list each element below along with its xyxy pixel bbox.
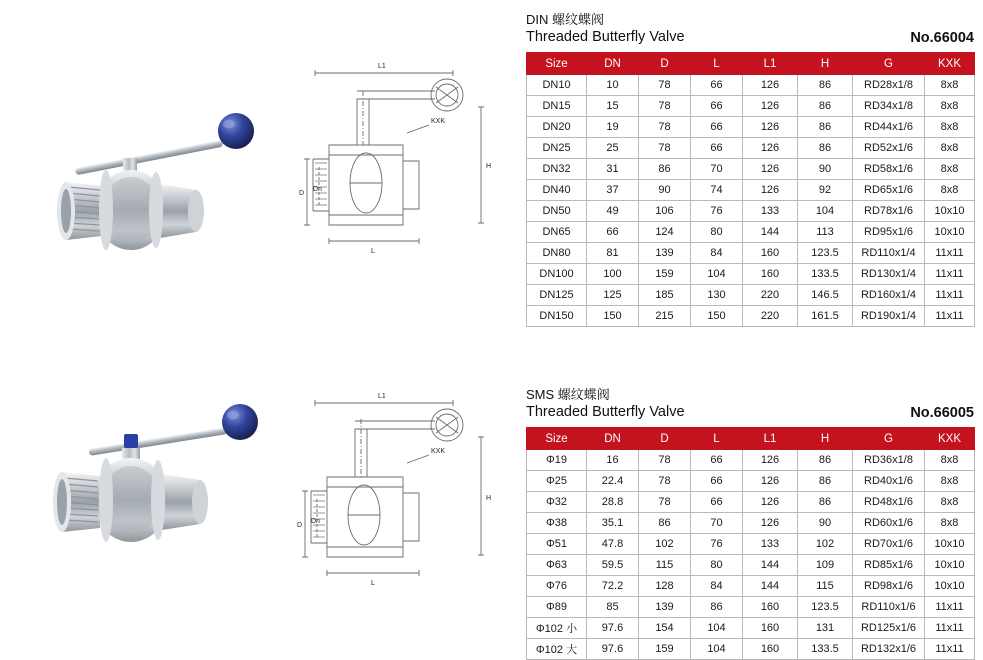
table-cell: 22.4 <box>587 471 639 492</box>
table-cell: 86 <box>798 492 853 513</box>
table-cell: Φ51 <box>527 534 587 555</box>
table-cell: 37 <box>587 180 639 201</box>
table-cell: 78 <box>639 75 691 96</box>
table-row <box>527 159 975 180</box>
table-cell: 66 <box>691 492 743 513</box>
sms-spec-table <box>526 427 975 660</box>
table-cell: 126 <box>743 513 798 534</box>
table-cell: 86 <box>691 597 743 618</box>
table-cell: Φ38 <box>527 513 587 534</box>
table-cell: 124 <box>639 222 691 243</box>
table-cell: 8x8 <box>925 471 975 492</box>
table-row <box>527 117 975 138</box>
table-cell: 100 <box>587 264 639 285</box>
table-row <box>527 597 975 618</box>
table-cell: 10x10 <box>925 576 975 597</box>
table-cell: 123.5 <box>798 243 853 264</box>
table-cell: 8x8 <box>925 180 975 201</box>
sms-title-cn: SMS 螺纹蝶阀 <box>526 387 610 402</box>
sms-label-d: D <box>297 522 303 529</box>
table-cell: Φ25 <box>527 471 587 492</box>
table-cell: RD110x1/4 <box>853 243 925 264</box>
table-cell: 78 <box>639 450 691 471</box>
din-label-h: H <box>486 163 492 170</box>
column-header-dn: DN <box>587 53 639 75</box>
section-sms <box>0 315 983 656</box>
table-cell: RD65x1/6 <box>853 180 925 201</box>
table-cell: 10 <box>587 75 639 96</box>
din-label-d: D <box>299 190 305 197</box>
table-cell: 10x10 <box>925 222 975 243</box>
table-cell: RD70x1/6 <box>853 534 925 555</box>
table-cell: 28.8 <box>587 492 639 513</box>
table-cell: 133 <box>743 534 798 555</box>
column-header-dn: DN <box>587 428 639 450</box>
table-cell: 86 <box>798 138 853 159</box>
table-cell: 185 <box>639 285 691 306</box>
sms-technical-drawing <box>295 385 500 595</box>
table-cell: 11x11 <box>925 597 975 618</box>
table-cell: RD190x1/4 <box>853 306 925 327</box>
table-cell: 220 <box>743 306 798 327</box>
table-cell: 215 <box>639 306 691 327</box>
table-cell: RD160x1/4 <box>853 285 925 306</box>
table-cell: RD110x1/6 <box>853 597 925 618</box>
table-cell: RD130x1/4 <box>853 264 925 285</box>
table-cell: 144 <box>743 222 798 243</box>
table-cell: 8x8 <box>925 450 975 471</box>
din-label-dn: Dn <box>313 186 322 193</box>
table-cell: 160 <box>743 243 798 264</box>
table-cell: 160 <box>743 264 798 285</box>
table-cell: RD34x1/8 <box>853 96 925 117</box>
table-cell: DN15 <box>527 96 587 117</box>
table-cell: 66 <box>587 222 639 243</box>
table-cell: DN65 <box>527 222 587 243</box>
table-cell: 125 <box>587 285 639 306</box>
table-cell: DN50 <box>527 201 587 222</box>
din-table-header-row <box>527 53 975 75</box>
table-row <box>527 471 975 492</box>
table-cell: 80 <box>691 222 743 243</box>
table-cell: 78 <box>639 492 691 513</box>
table-cell: 86 <box>798 75 853 96</box>
sms-label-h: H <box>486 495 492 502</box>
table-row <box>527 285 975 306</box>
table-cell: 78 <box>639 471 691 492</box>
table-cell: 66 <box>691 450 743 471</box>
table-cell: 76 <box>691 201 743 222</box>
table-cell: DN150 <box>527 306 587 327</box>
table-cell: 84 <box>691 576 743 597</box>
table-row <box>527 243 975 264</box>
table-cell: RD28x1/8 <box>853 75 925 96</box>
table-cell: DN125 <box>527 285 587 306</box>
table-cell: 8x8 <box>925 75 975 96</box>
table-cell: 11x11 <box>925 306 975 327</box>
table-row <box>527 96 975 117</box>
table-cell: 90 <box>798 159 853 180</box>
table-cell: 66 <box>691 471 743 492</box>
table-cell: 86 <box>798 471 853 492</box>
table-cell: 80 <box>691 555 743 576</box>
table-cell: 10x10 <box>925 555 975 576</box>
table-cell: 8x8 <box>925 117 975 138</box>
table-cell: RD95x1/6 <box>853 222 925 243</box>
table-cell: DN100 <box>527 264 587 285</box>
table-cell: 109 <box>798 555 853 576</box>
table-cell: 8x8 <box>925 513 975 534</box>
table-cell: 131 <box>798 618 853 639</box>
table-cell: 49 <box>587 201 639 222</box>
column-header-size: Size <box>527 53 587 75</box>
table-row <box>527 534 975 555</box>
table-cell: 8x8 <box>925 492 975 513</box>
table-cell: DN25 <box>527 138 587 159</box>
table-cell: 11x11 <box>925 243 975 264</box>
table-cell: 11x11 <box>925 285 975 306</box>
column-header-kxk: KXK <box>925 428 975 450</box>
table-cell: RD52x1/6 <box>853 138 925 159</box>
table-cell: RD60x1/6 <box>853 513 925 534</box>
table-cell: 126 <box>743 180 798 201</box>
table-cell: 159 <box>639 639 691 660</box>
table-cell: 86 <box>639 513 691 534</box>
table-cell: 139 <box>639 597 691 618</box>
table-cell: 126 <box>743 75 798 96</box>
table-cell: 16 <box>587 450 639 471</box>
table-cell: 66 <box>691 75 743 96</box>
table-cell: 86 <box>798 450 853 471</box>
table-cell: RD85x1/6 <box>853 555 925 576</box>
table-cell: RD58x1/6 <box>853 159 925 180</box>
table-cell: DN32 <box>527 159 587 180</box>
table-cell: 106 <box>639 201 691 222</box>
column-header-g: G <box>853 53 925 75</box>
section-din <box>0 0 983 322</box>
table-cell: 78 <box>639 138 691 159</box>
din-illustrations <box>0 0 510 315</box>
table-cell: 11x11 <box>925 618 975 639</box>
table-cell: 126 <box>743 138 798 159</box>
table-cell: 74 <box>691 180 743 201</box>
table-cell: 139 <box>639 243 691 264</box>
table-cell: 81 <box>587 243 639 264</box>
table-cell: Φ32 <box>527 492 587 513</box>
table-cell: RD48x1/6 <box>853 492 925 513</box>
table-cell: 11x11 <box>925 264 975 285</box>
table-row <box>527 450 975 471</box>
sms-title-row <box>526 387 974 421</box>
table-row <box>527 264 975 285</box>
table-cell: 133 <box>743 201 798 222</box>
table-cell: 133.5 <box>798 639 853 660</box>
sms-model-number: No.66005 <box>910 405 974 421</box>
sms-label-dn: Dn <box>311 518 320 525</box>
din-table-block <box>526 12 974 327</box>
table-cell: 90 <box>798 513 853 534</box>
table-cell: DN40 <box>527 180 587 201</box>
table-cell: 160 <box>743 618 798 639</box>
table-cell: RD78x1/6 <box>853 201 925 222</box>
column-header-d: D <box>639 428 691 450</box>
column-header-h: H <box>798 53 853 75</box>
table-cell: RD44x1/6 <box>853 117 925 138</box>
sms-title-en: Threaded Butterfly Valve <box>526 404 685 420</box>
sms-table-header-row <box>527 428 975 450</box>
table-cell: 70 <box>691 159 743 180</box>
table-cell: 126 <box>743 471 798 492</box>
table-cell: 10x10 <box>925 534 975 555</box>
din-title-cn: DIN 螺纹蝶阀 <box>526 12 605 27</box>
table-row <box>527 492 975 513</box>
table-cell: 86 <box>798 96 853 117</box>
din-model-number: No.66004 <box>910 30 974 46</box>
table-cell: Φ102 大 <box>527 639 587 660</box>
table-cell: 159 <box>639 264 691 285</box>
table-cell: 25 <box>587 138 639 159</box>
column-header-l: L <box>691 428 743 450</box>
table-cell: 19 <box>587 117 639 138</box>
table-cell: RD36x1/8 <box>853 450 925 471</box>
table-cell: 66 <box>691 117 743 138</box>
table-row <box>527 222 975 243</box>
table-cell: 85 <box>587 597 639 618</box>
table-cell: 126 <box>743 450 798 471</box>
sms-valve-photo <box>28 360 283 555</box>
table-row <box>527 138 975 159</box>
table-cell: 86 <box>798 117 853 138</box>
din-label-l: L <box>371 248 375 255</box>
sms-table-body <box>527 450 975 660</box>
sms-table-block <box>526 387 974 660</box>
table-cell: 15 <box>587 96 639 117</box>
table-cell: 86 <box>639 159 691 180</box>
table-cell: 126 <box>743 96 798 117</box>
table-cell: 160 <box>743 597 798 618</box>
din-technical-drawing <box>295 55 500 265</box>
table-cell: 126 <box>743 159 798 180</box>
table-cell: Φ89 <box>527 597 587 618</box>
table-cell: 130 <box>691 285 743 306</box>
table-cell: RD40x1/6 <box>853 471 925 492</box>
column-header-h: H <box>798 428 853 450</box>
table-cell: 92 <box>798 180 853 201</box>
table-cell: 31 <box>587 159 639 180</box>
table-cell: 161.5 <box>798 306 853 327</box>
table-cell: 78 <box>639 117 691 138</box>
column-header-l1: L1 <box>743 53 798 75</box>
table-cell: 144 <box>743 555 798 576</box>
table-row <box>527 75 975 96</box>
table-cell: 113 <box>798 222 853 243</box>
table-cell: 8x8 <box>925 159 975 180</box>
table-cell: 66 <box>691 138 743 159</box>
table-cell: DN80 <box>527 243 587 264</box>
table-cell: 220 <box>743 285 798 306</box>
table-row <box>527 576 975 597</box>
table-cell: 102 <box>639 534 691 555</box>
sms-label-l: L <box>371 580 375 587</box>
din-title-row <box>526 12 974 46</box>
din-valve-photo <box>28 60 283 255</box>
table-cell: 78 <box>639 96 691 117</box>
table-cell: RD132x1/6 <box>853 639 925 660</box>
table-cell: 144 <box>743 576 798 597</box>
table-cell: 104 <box>691 264 743 285</box>
table-cell: 154 <box>639 618 691 639</box>
table-cell: Φ102 小 <box>527 618 587 639</box>
table-cell: 128 <box>639 576 691 597</box>
table-cell: 126 <box>743 492 798 513</box>
table-cell: 76 <box>691 534 743 555</box>
table-cell: 72.2 <box>587 576 639 597</box>
table-cell: 8x8 <box>925 138 975 159</box>
table-row <box>527 618 975 639</box>
table-cell: 146.5 <box>798 285 853 306</box>
table-cell: Φ63 <box>527 555 587 576</box>
column-header-d: D <box>639 53 691 75</box>
table-cell: 97.6 <box>587 639 639 660</box>
table-cell: 10x10 <box>925 201 975 222</box>
table-cell: 97.6 <box>587 618 639 639</box>
table-cell: RD125x1/6 <box>853 618 925 639</box>
table-cell: RD98x1/6 <box>853 576 925 597</box>
sms-illustrations <box>0 315 510 630</box>
table-cell: 123.5 <box>798 597 853 618</box>
table-cell: 150 <box>587 306 639 327</box>
table-row <box>527 201 975 222</box>
table-cell: DN20 <box>527 117 587 138</box>
din-title-en: Threaded Butterfly Valve <box>526 29 685 45</box>
table-row <box>527 513 975 534</box>
table-row <box>527 555 975 576</box>
table-cell: Φ76 <box>527 576 587 597</box>
din-label-kxk: KXK <box>431 118 446 125</box>
table-cell: 150 <box>691 306 743 327</box>
column-header-l1: L1 <box>743 428 798 450</box>
column-header-size: Size <box>527 428 587 450</box>
table-cell: 70 <box>691 513 743 534</box>
table-cell: 115 <box>639 555 691 576</box>
table-cell: 66 <box>691 96 743 117</box>
sms-label-kxk: KXK <box>431 448 446 455</box>
table-cell: 8x8 <box>925 96 975 117</box>
table-cell: 126 <box>743 117 798 138</box>
table-cell: 47.8 <box>587 534 639 555</box>
table-cell: 11x11 <box>925 639 975 660</box>
table-cell: 104 <box>798 201 853 222</box>
table-cell: 160 <box>743 639 798 660</box>
table-cell: 104 <box>691 639 743 660</box>
table-cell: 90 <box>639 180 691 201</box>
column-header-g: G <box>853 428 925 450</box>
din-spec-table <box>526 52 975 327</box>
table-cell: 102 <box>798 534 853 555</box>
table-row <box>527 180 975 201</box>
column-header-kxk: KXK <box>925 53 975 75</box>
table-row <box>527 639 975 660</box>
sms-label-l1: L1 <box>378 393 386 400</box>
table-cell: 59.5 <box>587 555 639 576</box>
table-cell: 104 <box>691 618 743 639</box>
table-cell: 115 <box>798 576 853 597</box>
table-cell: DN10 <box>527 75 587 96</box>
table-cell: 133.5 <box>798 264 853 285</box>
table-cell: 35.1 <box>587 513 639 534</box>
column-header-l: L <box>691 53 743 75</box>
table-cell: Φ19 <box>527 450 587 471</box>
din-label-l1: L1 <box>378 63 386 70</box>
din-table-body <box>527 75 975 327</box>
table-cell: 84 <box>691 243 743 264</box>
